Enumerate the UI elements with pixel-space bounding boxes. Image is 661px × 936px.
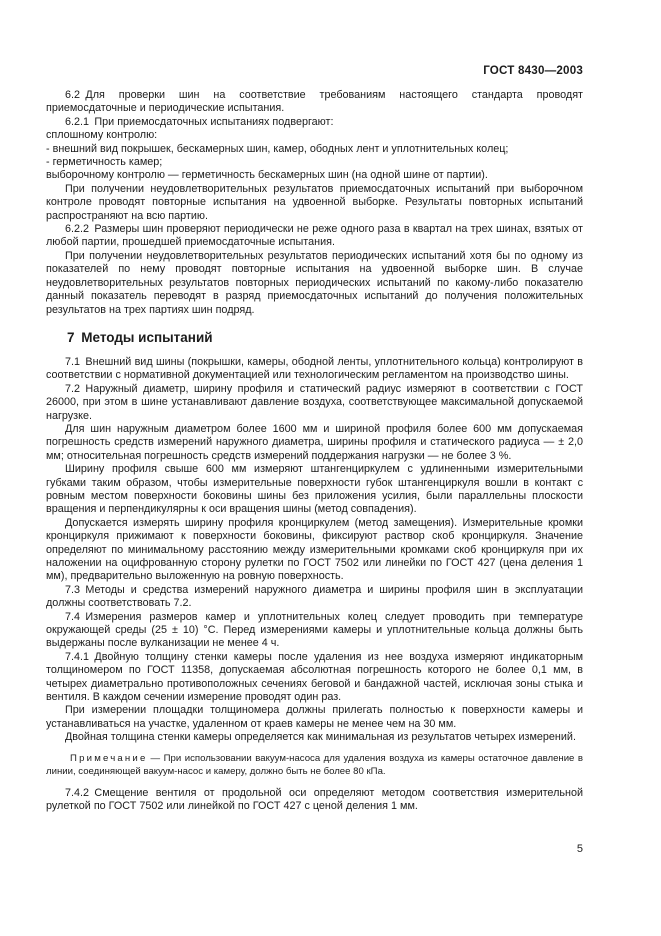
paragraph-7-2-accuracy: Для шин наружным диаметром более 1600 мм и шириной профиля более 600 мм допускаемая погрешность средств измерений наружного диаметра, ширины профиля и статического радиуса — ± 2,0 мм; относительная погрешность средств измерений поддержания нагрузки — не более 3 %. bbox=[46, 422, 583, 462]
paragraph-sampling-control: выборочному контролю — герметичность бескамерных шин (на одной шине от партии). bbox=[46, 169, 488, 182]
list-item-tightness: - герметичность камер; bbox=[46, 156, 163, 169]
section-7-heading: 7 Методы испытаний bbox=[67, 329, 213, 345]
paragraph-7-4: 7.4 Измерения размеров камер и уплотнительных колец следует проводить при температуре окружающей среды (25 ± 10) °С. Перед измерениями камеры и уплотнительные кольца должны быть выдержаны после вулканизации не менее 4 ч. bbox=[46, 610, 583, 650]
paragraph-6-2-2: 6.2.2 Размеры шин проверяют периодически не реже одного раза в квартал на трех шинах, взятых от любой партии, прошедшей приемосдаточные испытания. bbox=[46, 223, 583, 249]
note-label: Примечание bbox=[70, 752, 148, 764]
paragraph-7-4-1-minimal: Двойная толщина стенки камеры определяется как минимальная из результатов четырех измерений. bbox=[65, 731, 576, 744]
paragraph-7-4-2: 7.4.2 Смещение вентиля от продольной оси определяют методом соответствия измерительной рулеткой по ГОСТ 7502 или линейкой по ГОСТ 427 с ценой деления 1 мм. bbox=[46, 786, 583, 812]
paragraph-continuous-control: сплошному контролю: bbox=[46, 129, 158, 142]
paragraph-7-2-caliper: Ширину профиля свыше 600 мм измеряют штангенциркулем с удлиненными измерительными губками таким образом, чтобы измерительные поверхности губок штангенциркуля вошли в контакт с ровным местом поверхности боковины шины без приложения усилия, были параллельны плоскости вращения и перпендикулярны к оси вращения шины (метод совпадения). bbox=[46, 463, 583, 516]
document-content bbox=[46, 89, 583, 813]
paragraph-7-1: 7.1 Внешний вид шины (покрышки, камеры, ободной ленты, уплотнительного кольца) контролируют в соответствии с нормативной документацией или технологическим регламентом на производство шины. bbox=[46, 355, 583, 382]
paragraph-7-2: 7.2 Наружный диаметр, ширину профиля и статический радиус измеряют в соответствии с ГОСТ 26000, при этом в шине устанавливают давление воздуха, соответствующее максимальной допускаемой нагрузке. bbox=[46, 382, 583, 422]
standard-code-header: ГОСТ 8430—2003 bbox=[483, 64, 583, 77]
paragraph-7-3: 7.3 Методы и средства измерений наружного диаметра и ширины профиля шин в эксплуатации должны соответствовать 7.2. bbox=[46, 583, 583, 610]
paragraph-7-4-1: 7.4.1 Двойную толщину стенки камеры после удаления из нее воздуха измеряют индикаторным толщиномером по ГОСТ 11358, допускаемая абсолютная погрешность которого не более 0,1 мм, в четырех диаметрально противоположных сечениях беговой и бандажной частей, исключая зоны стыка и вентиля. В каждом сечении измерение проводят один раз. bbox=[46, 650, 583, 704]
paragraph-retest-acceptance: При получении неудовлетворительных результатов приемосдаточных испытаний при выборочном контроле проводят повторные испытания на удвоенной выборке. Результаты повторных испытаний распространяют на всю партию. bbox=[46, 182, 583, 222]
note-text: — При использовании вакуум-насоса для удаления воздуха из камеры остаточное давление в линии, соединяющей вакуум-насос и камеру, должно быть не более 80 кПа. bbox=[46, 752, 583, 778]
paragraph-7-4-1-contact: При измерении площадки толщиномера должны прилегать полностью к поверхности камеры и устанавливаться на участке, удаленном от краев камеры не менее чем на 30 мм. bbox=[46, 704, 583, 730]
paragraph-7-2-outside-caliper: Допускается измерять ширину профиля кронциркулем (метод замещения). Измерительные кромки кронциркуля прижимают к поверхности боковины, фиксируют раствор скоб кронциркуля. Значение определяют по минимальному расстоянию между измерительными кромками скоб кронциркуля при их наложении на оцифрованную сторону рулетки по ГОСТ 7502 или линейки по ГОСТ 427 (цена деления 1 мм), предварительно выложенную на ровную поверхность. bbox=[46, 516, 583, 583]
paragraph-6-2-1: 6.2.1 При приемосдаточных испытаниях подвергают: bbox=[65, 115, 334, 128]
paragraph-retest-periodic: При получении неудовлетворительных результатов периодических испытаний хотя бы по одному из показателей по нему проводят повторные испытания на удвоенной выборке шин. В случае неудовлетворительных результатов повторных периодических испытаний по какому-либо показателю данный показатель переводят в разряд приемосдаточных испытаний до получения положительных результатов на трех партиях шин подряд. bbox=[46, 249, 583, 316]
page-number: 5 bbox=[576, 843, 583, 855]
paragraph-6-2: 6.2 Для проверки шин на соответствие требованиям настоящего стандарта проводят приемосдаточные и периодические испытания. bbox=[46, 89, 583, 115]
list-item-appearance: - внешний вид покрышек, бескамерных шин, камер, ободных лент и уплотнительных колец; bbox=[46, 142, 509, 155]
note-paragraph bbox=[46, 752, 583, 779]
